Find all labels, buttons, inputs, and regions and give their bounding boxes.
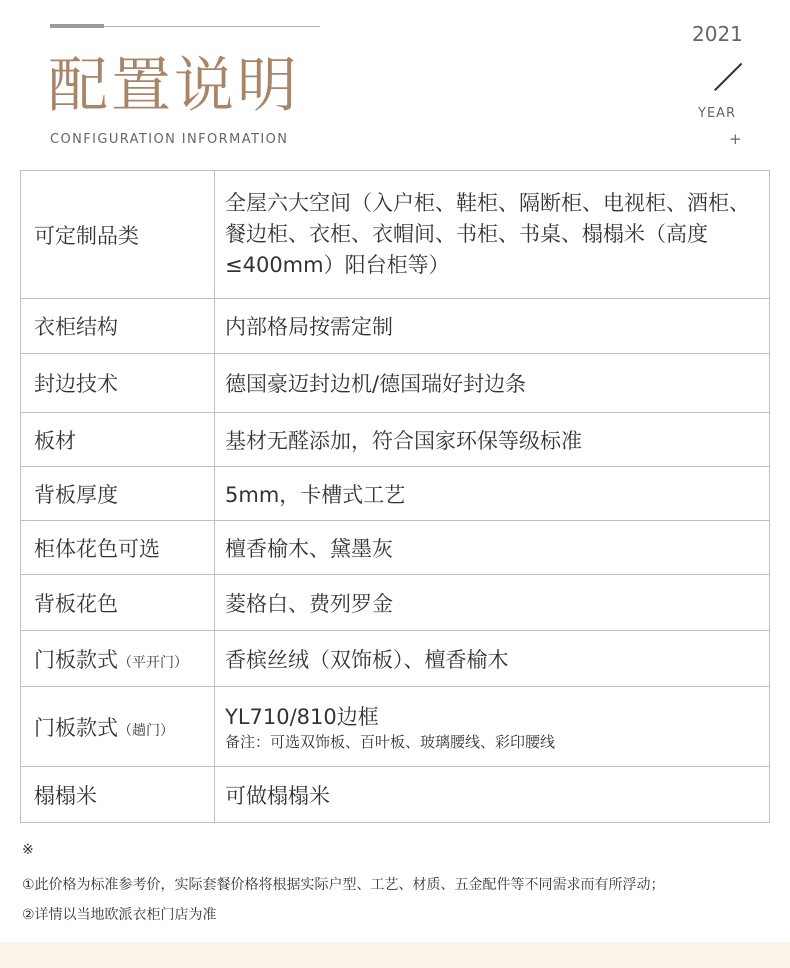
row-label	[21, 575, 215, 631]
header-divider-line	[104, 26, 320, 27]
table-row	[21, 575, 770, 631]
row-value-note: 备注：可选双饰板、百叶板、玻璃腰线、彩印腰线	[225, 732, 556, 751]
bottom-band	[0, 942, 790, 968]
row-value-text: 香槟丝绒（双饰板）、檀香榆木	[225, 647, 509, 672]
row-label	[21, 521, 215, 575]
row-value-text: 全屋六大空间（入户柜、鞋柜、隔断柜、电视柜、酒柜、餐边柜、衣柜、衣帽间、书柜、书桌、榻榻米（高度≤400mm）阳台柜等）	[225, 191, 750, 277]
table-row	[21, 413, 770, 467]
table-row	[21, 631, 770, 687]
row-value	[215, 687, 770, 767]
row-label	[21, 687, 215, 767]
row-value	[215, 354, 770, 413]
page-subtitle: CONFIGURATION INFORMATION	[50, 132, 289, 147]
header-accent-bar	[50, 24, 104, 28]
row-value-text: 5mm，卡槽式工艺	[225, 482, 406, 507]
row-label	[21, 767, 215, 823]
footnote-item: ②详情以当地欧派衣柜门店为准	[22, 907, 217, 923]
table-row	[21, 467, 770, 521]
year-number: 2021	[692, 22, 743, 46]
table-row	[21, 299, 770, 354]
row-value-text: 内部格局按需定制	[225, 315, 393, 339]
row-label-text: 榻榻米	[34, 783, 97, 808]
row-label-text: 背板厚度	[34, 482, 118, 507]
row-label-note: （趟门）	[118, 722, 174, 739]
row-label-note: （平开门）	[118, 654, 188, 671]
row-label-text: 门板款式	[34, 715, 118, 740]
slash-decoration	[714, 63, 742, 91]
row-label-text: 可定制品类	[34, 223, 139, 248]
row-value	[215, 467, 770, 521]
row-label-text: 封边技术	[34, 372, 118, 396]
table-row	[21, 521, 770, 575]
row-value	[215, 631, 770, 687]
row-label-text: 背板花色	[34, 591, 118, 616]
row-value	[215, 767, 770, 823]
table-row	[21, 354, 770, 413]
footnote-item: ①此价格为标准参考价，实际套餐价格将根据实际户型、工艺、材质、五金配件等不同需求而有所浮动；	[22, 877, 665, 893]
row-value	[215, 171, 770, 299]
reference-mark-icon: ※	[22, 842, 34, 858]
row-label-text: 衣柜结构	[34, 315, 118, 339]
row-label	[21, 413, 215, 467]
row-label-text: 门板款式	[34, 647, 118, 672]
row-label-text: 柜体花色可选	[34, 536, 160, 561]
row-value	[215, 575, 770, 631]
row-value	[215, 413, 770, 467]
row-label-text: 板材	[34, 428, 76, 453]
configuration-table	[20, 170, 770, 823]
row-value-text: 基材无醛添加，符合国家环保等级标准	[225, 428, 582, 453]
row-value-text: 可做榻榻米	[225, 783, 330, 808]
plus-icon: +	[729, 130, 742, 148]
row-value-text: 德国豪迈封边机/德国瑞好封边条	[225, 372, 527, 396]
page-title: 配置说明	[48, 51, 300, 121]
row-value	[215, 299, 770, 354]
table-row	[21, 767, 770, 823]
row-label	[21, 354, 215, 413]
row-value-text: 菱格白、费列罗金	[225, 591, 393, 616]
row-value-text: YL710/810边框	[225, 704, 379, 729]
row-label	[21, 171, 215, 299]
table-row	[21, 171, 770, 299]
row-label	[21, 631, 215, 687]
row-value-text: 檀香榆木、黛墨灰	[225, 536, 393, 561]
table-row	[21, 687, 770, 767]
row-label	[21, 299, 215, 354]
row-label	[21, 467, 215, 521]
year-label: YEAR	[698, 106, 737, 121]
row-value	[215, 521, 770, 575]
